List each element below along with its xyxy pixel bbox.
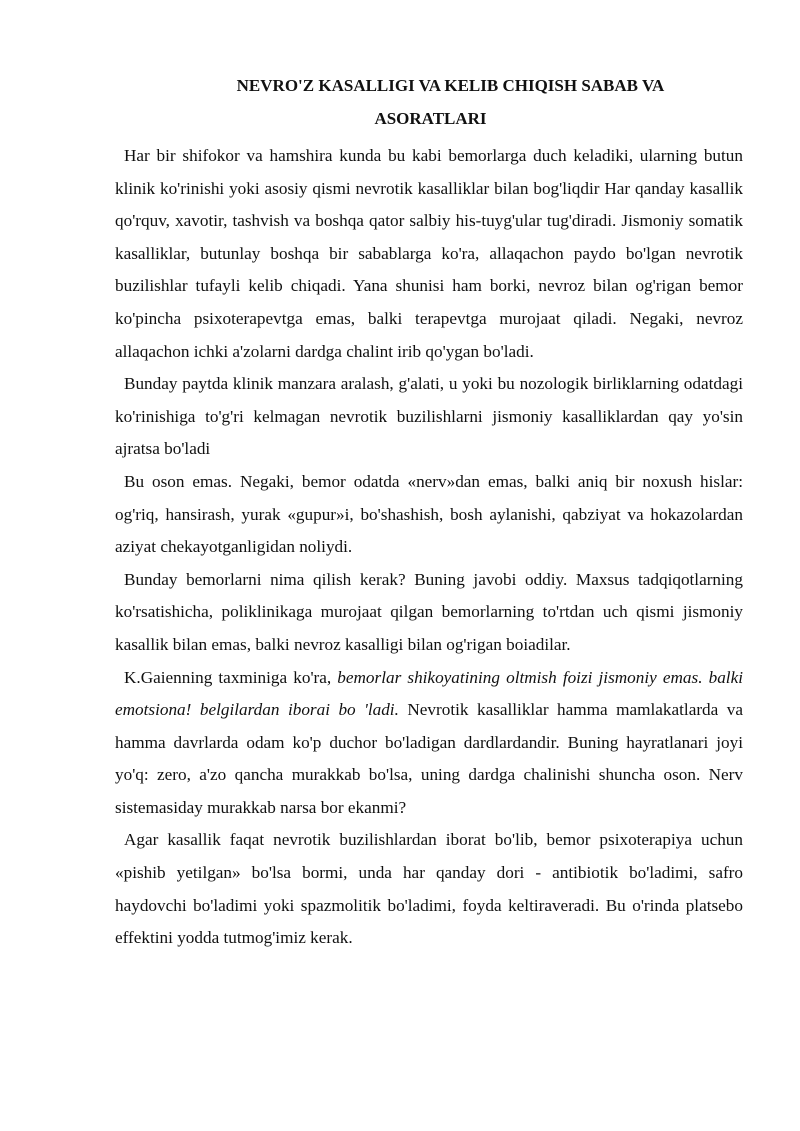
paragraph-3: Bu oson emas. Negaki, bemor odatda «nerv»dan emas, balki aniq bir noxush hislar: og'riq, hansirash, yurak «gupur»i, bo'shashish, bosh aylanishi, qabziyat va hokazolardan aziyat chekayotganligidan noliydi. bbox=[115, 471, 743, 557]
paragraph-4: Bunday bemorlarni nima qilish kerak? Buning javobi oddiy. Maxsus tadqiqotlarning ko'rsatishicha, poliklinikaga murojaat qilgan bemorlarning to'rtdan uch qismi jismoniy kasallik bilan emas, balki nevroz kasalligi bilan og'rigan boiadilar. bbox=[115, 569, 743, 654]
paragraph-5-rest: Nevrotik kasalliklar hamma mamlakatlarda va hamma davrlarda odam ko'p duchor bo'ladigan dardlardandir. Buning hayratlanari joyi yo'q: zero, a'zo qancha murakkab bo'lsa, uning dardga chalinishi shuncha oson. Nerv sistemasiday murakkab narsa bor ekanmi? bbox=[115, 700, 743, 817]
paragraph-5 bbox=[115, 662, 743, 825]
document-title-line-1: NEVRO'Z KASALLIGI VA KELIB CHIQISH SABAB VA bbox=[236, 76, 665, 95]
document-body bbox=[115, 140, 743, 955]
paragraph-5-intro: K.Gaienning taxminiga ko'ra, bbox=[124, 667, 338, 687]
paragraph-5-quote: bemorlar shikoyatining oltmish foizi jismoniy emas. balki emotsiona! belgilardan iborai bo 'ladi. bbox=[115, 667, 743, 720]
paragraph-1: Har bir shifokor va hamshira kunda bu kabi bemorlarga duch keladiki, ularning butun klinik ko'rinishi yoki asosiy qismi nevrotik kasalliklar bilan bog'liqdir Har qanday kasallik qo'rquv, xavotir, tashvish va boshqa qator salbiy his-tuyg'ular tug'diradi. Jismoniy somatik kasalliklar, butunlay boshqa bir sabablarga ko'ra, allaqachon paydo bo'lgan nevrotik buzilishlar tufayli kelib chiqadi. Yana shunisi ham borki, nevroz bilan og'rigan bemor ko'pincha psixoterapevtga emas, balki terapevtga murojaat qiladi. Negaki, nevroz allaqachon ichki a'zolarni dardga chalint irib qo'ygan bo'ladi. bbox=[115, 146, 743, 361]
paragraph-6: Agar kasallik faqat nevrotik buzilishlardan iborat bo'lib, bemor psixoterapiya uchun «pishib yetilgan» bo'lsa bormi, unda har qanday dori - antibiotik bo'ladimi, safro haydovchi bo'ladimi yoki spazmolitik bo'ladimi, foyda keltiraveradi. Bu o'rinda platsebo effektini yodda tutmog'imiz kerak. bbox=[115, 830, 743, 948]
paragraph-2: Bunday paytda klinik manzara aralash, g'alati, u yoki bu nozologik birliklarning odatdagi ko'rinishiga to'g'ri kelmagan nevrotik buzilishlarni jismoniy kasalliklardan qay yo'sin ajratsa bo'ladi bbox=[115, 374, 743, 459]
document-title-line-2: ASORATLARI bbox=[374, 109, 487, 128]
